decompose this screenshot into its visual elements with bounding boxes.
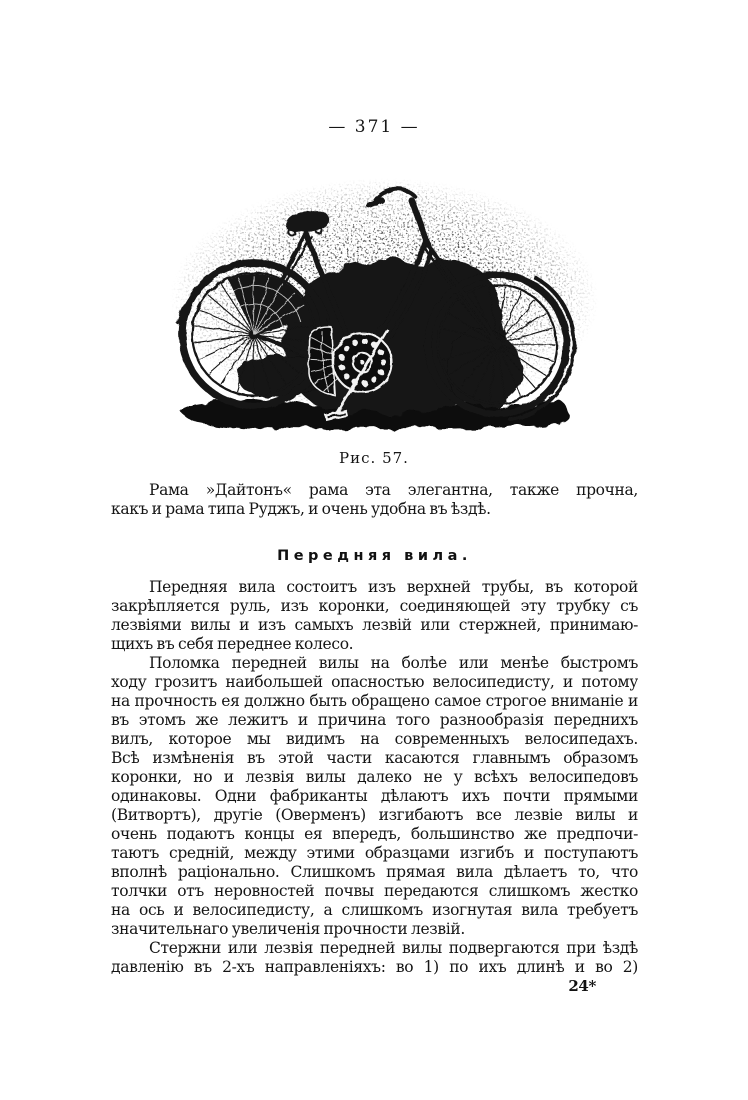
- text-line: Передняя вила состоитъ изъ верхней трубы, въ которой: [149, 578, 638, 596]
- text-line: Поломка передней вилы на болѣе или менѣе быстромъ: [149, 654, 638, 672]
- text-line: (Витвортъ), другіе (Оверменъ) изгибаютъ все лезвіе вилы и: [111, 806, 638, 824]
- text-line: Рама »Дайтонъ« рама эта элегантна, также прочна,: [149, 481, 638, 499]
- figure: [158, 170, 606, 442]
- text-line: ходу грозитъ наибольшей опасностью велосипедисту, и потому: [111, 673, 638, 691]
- text-line: Стержни или лезвія передней вилы подвергаются при ѣздѣ: [149, 939, 638, 957]
- paragraph-group-main: [111, 578, 638, 977]
- text-line: коронки, но и лезвія вилы далеко не у всѣхъ велосипедовъ: [111, 768, 638, 786]
- text-line: таютъ средній, между этими образцами изгибъ и поступаютъ: [111, 844, 638, 862]
- text-line: вилъ, которое мы видимъ на современныхъ велосипедахъ.: [111, 730, 638, 748]
- page-number: — 371 —: [328, 117, 420, 137]
- text-line: закрѣпляется руль, изъ коронки, соединяющей эту трубку съ: [111, 597, 638, 615]
- text-line: Всѣ измѣненія въ этой части касаются главнымъ образомъ: [111, 749, 638, 767]
- text-line: на ось и велосипедисту, а слишкомъ изогнутая вила требуетъ: [111, 901, 638, 919]
- text-line: давленію въ 2-хъ направленіяхъ: во 1) по ихъ длинѣ и во 2): [111, 958, 638, 976]
- body-text: [111, 481, 638, 996]
- text-line: очень подаютъ концы ея впередъ, большинство же предпочи-: [111, 825, 638, 843]
- text-line: толчки отъ неровностей почвы передаются слишкомъ жестко: [111, 882, 638, 900]
- text-line: значительнаго увеличенія прочности лезвій.: [111, 920, 465, 938]
- text-line: на прочность ея должно быть обращено самое строгое вниманіе и: [111, 692, 638, 710]
- signature-mark: 24*: [568, 977, 596, 995]
- text-line: какъ и рама типа Руджъ, и очень удобна въ ѣздѣ.: [111, 500, 491, 518]
- text-line: въ этомъ же лежитъ и причина того разнообразія переднихъ: [111, 711, 638, 729]
- bicycle-illustration: [158, 170, 606, 442]
- section-heading: Передняя вила.: [277, 548, 472, 564]
- text-line: лезвіями вилы и изъ самыхъ лезвій или стержней, принимаю-: [111, 616, 638, 634]
- figure-caption: Рис. 57.: [339, 449, 409, 467]
- text-line: щихъ въ себя переднее колесо.: [111, 635, 354, 653]
- paragraph-group-intro: [111, 481, 638, 519]
- text-line: вполнѣ раціонально. Слишкомъ прямая вила дѣлаетъ то, что: [111, 863, 638, 881]
- text-line: одинаковы. Одни фабриканты дѣлаютъ ихъ почти прямыми: [111, 787, 638, 805]
